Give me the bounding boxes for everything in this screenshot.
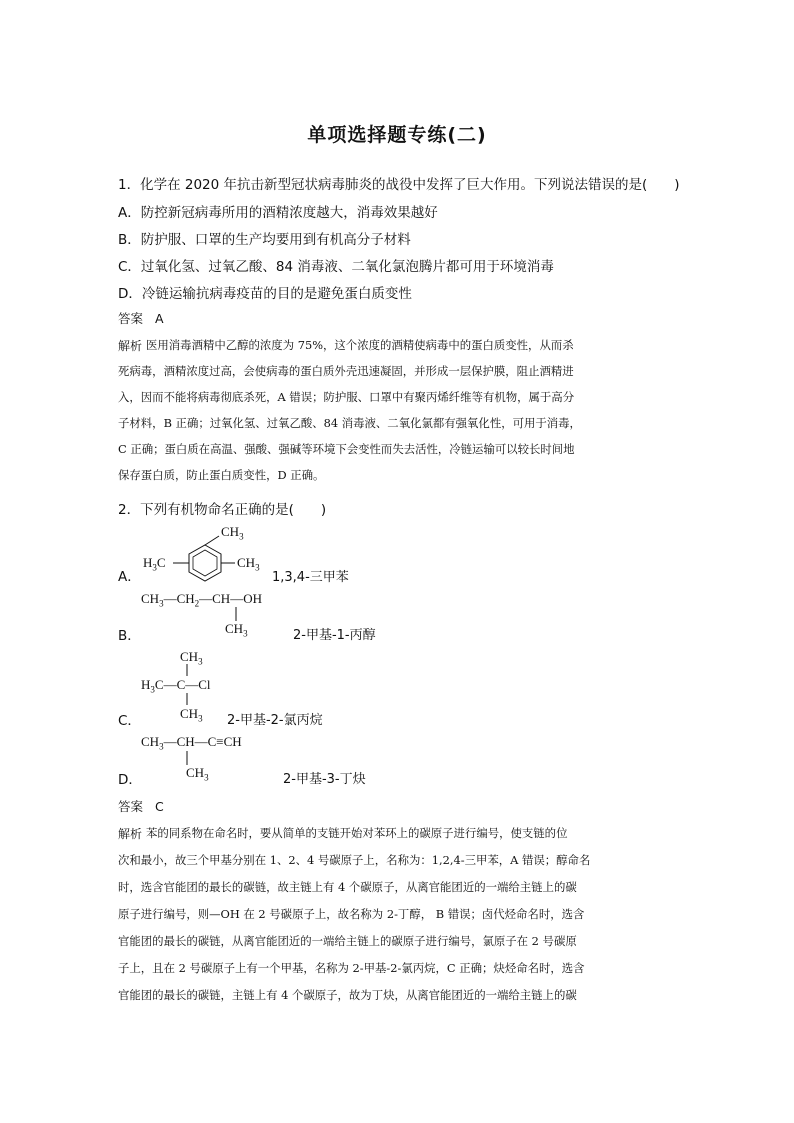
question-2-analysis-line: 子上，且在 2 号碳原子上有一个甲基，名称为 2-甲基-2-氯丙烷，C 正确；炔烃命名时，选含 [118, 961, 585, 975]
struct-a-top-methyl: $CH_3$ [221, 524, 244, 542]
question-1-stem: 1．化学在 2020 年抗击新型冠状病毒肺炎的战役中发挥了巨大作用。下列说法错误的是( ) [118, 177, 680, 193]
question-2-analysis-line: 原子进行编号，则—OH 在 2 号碳原子上，故名称为 2-丁醇， B 错误；卤代烃命名时，选含 [118, 907, 585, 921]
question-2-option-b-name: 2-甲基-1-丙醇 [293, 628, 376, 643]
question-2-option-a-name: 1,3,4-三甲苯 [272, 570, 349, 585]
question-2-analysis-line: 次和最小，故三个甲基分别在 1、2、4 号碳原子上，名称为：1,2,4-三甲苯，A 错误；醇命名 [118, 853, 591, 867]
question-1-analysis-line: C 正确；蛋白质在高温、强酸、强碱等环境下会变性而失去活性，冷链运输可以较长时间地 [118, 442, 575, 456]
struct-a-right-methyl: $CH_3$ [237, 555, 260, 573]
question-1-analysis-line: 子材料，B 正确；过氧化氢、过氧乙酸、84 消毒液、二氧化氯都有强氧化性，可用于消毒， [118, 416, 581, 430]
answer-value: C [154, 799, 164, 814]
benzene-ring-structure [175, 540, 245, 590]
answer-value: A [154, 311, 164, 326]
question-1-option-b: B．防护服、口罩的生产均要用到有机高分子材料 [118, 232, 411, 248]
struct-a-left-methyl: $H_3C$ [143, 555, 166, 573]
struct-c-main-chain: $H_3C—C—Cl$ [141, 677, 211, 695]
question-2-answer [118, 797, 164, 815]
question-2-analysis-line: 时，选含官能团的最长的碳链，故主链上有 4 个碳原子，从离官能团近的一端给主链上的碳 [118, 880, 577, 894]
struct-b-main-chain: $CH_3—CH_2—CH—OH$ [141, 591, 262, 609]
question-1-analysis-line: 保存蛋白质，防止蛋白质变性，D 正确。 [118, 468, 325, 482]
question-1-option-c: C．过氧化氢、过氧乙酸、84 消毒液、二氧化氯泡腾片都可用于环境消毒 [118, 259, 554, 275]
struct-d-main-chain: $CH_3—CH—C\equiv CH$ [141, 734, 242, 752]
struct-c-top-methyl: $CH_3$ [180, 649, 203, 667]
question-2-option-a-label: A． [118, 569, 141, 585]
struct-c-bottom-methyl: $CH_3$ [180, 706, 203, 724]
struct-b-branch-methyl: $CH_3$ [225, 621, 248, 639]
question-1-analysis-line: 医用消毒酒精中乙醇的浓度为 75%，这个浓度的酒精使病毒中的蛋白质变性，从而杀 [146, 338, 574, 352]
question-2-analysis-line: 苯的同系物在命名时，要从简单的支链开始对苯环上的碳原子进行编号，使支链的位 [146, 826, 568, 840]
question-2-option-c-label: C． [118, 713, 141, 729]
question-2-option-d-name: 2-甲基-3-丁炔 [283, 772, 366, 787]
answer-label: 答案 [118, 799, 144, 814]
question-2-stem: 2．下列有机物命名正确的是( ) [118, 502, 327, 518]
question-1-answer [118, 309, 164, 327]
question-1-option-a: A．防控新冠病毒所用的酒精浓度越大，消毒效果越好 [118, 205, 438, 221]
question-2-option-c-name: 2-甲基-2-氯丙烷 [227, 713, 323, 728]
question-2-analysis-line: 官能团的最长的碳链，主链上有 4 个碳原子，故为丁炔，从离官能团近的一端给主链上的碳 [118, 988, 577, 1002]
question-2-analysis-label: 解析 [118, 827, 143, 841]
question-2-analysis-line: 官能团的最长的碳链，从离官能团近的一端给主链上的碳原子进行编号，氯原子在 2 号碳原 [118, 934, 577, 948]
question-2-option-d-label: D． [118, 772, 142, 788]
page-title: 单项选择题专练(二) [307, 124, 487, 146]
question-1-analysis-line: 入，因而不能将病毒彻底杀死，A 错误；防护服、口罩中有聚丙烯纤维等有机物，属于高分 [118, 390, 575, 404]
question-1-option-d: D．冷链运输抗病毒疫苗的目的是避免蛋白质变性 [118, 286, 412, 302]
triple-bond-icon: ≡ [216, 734, 224, 749]
answer-label: 答案 [118, 311, 144, 326]
question-2-option-b-label: B． [118, 628, 141, 644]
question-1-analysis-line: 死病毒，酒精浓度过高，会使病毒的蛋白质外壳迅速凝固，并形成一层保护膜，阻止酒精进 [118, 364, 574, 378]
question-1-analysis-label: 解析 [118, 339, 143, 353]
struct-d-branch-methyl: $CH_3$ [186, 765, 209, 783]
